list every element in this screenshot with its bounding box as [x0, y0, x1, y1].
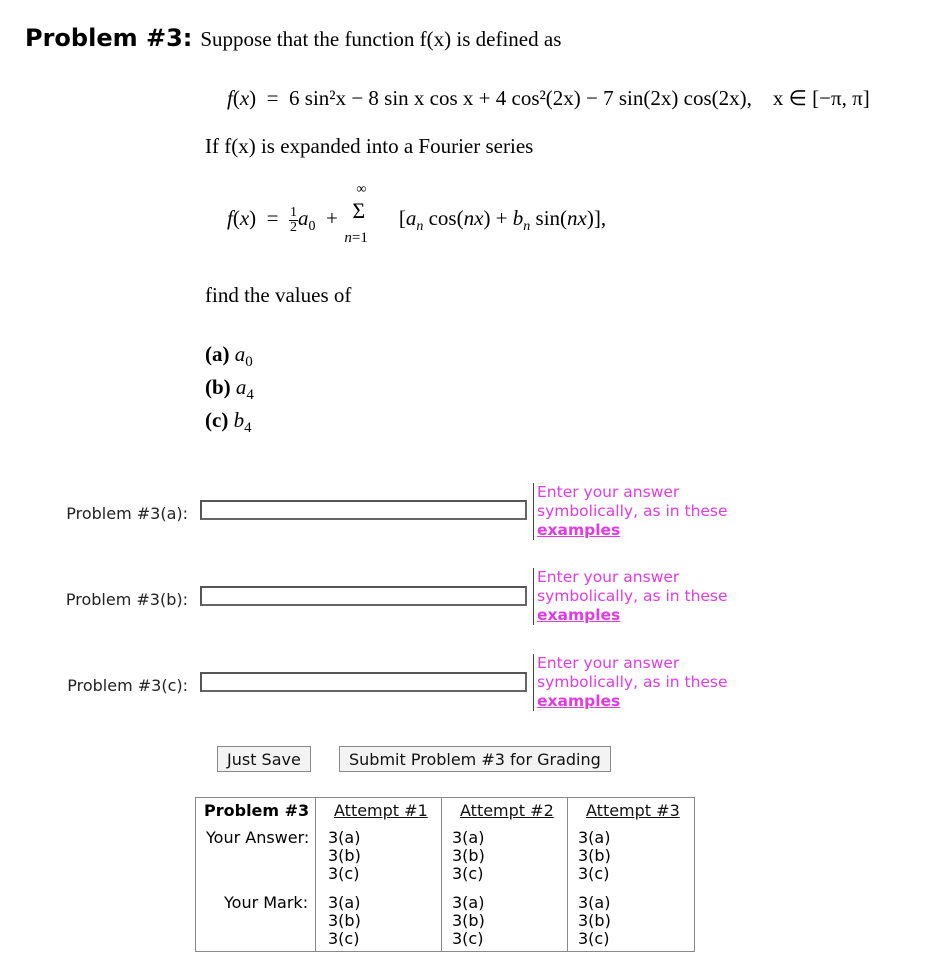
- examples-link-a[interactable]: examples: [537, 521, 621, 539]
- answer-input-a[interactable]: [200, 500, 527, 520]
- examples-link-c[interactable]: examples: [537, 692, 621, 710]
- find-text: find the values of: [205, 283, 352, 307]
- problem-title: Problem #3:: [25, 24, 193, 52]
- attempt-1-marks: 3(a) 3(b) 3(c): [328, 893, 361, 948]
- one-half-fraction: $\frac{1}{2}$: [290, 204, 298, 235]
- just-save-button[interactable]: Just Save: [217, 746, 311, 772]
- part-b: (b) $a_4$: [205, 375, 254, 404]
- function-definition: f(x) = 6 sin²x − 8 sin x cos x + 4 cos²(2x) − 7 sin(2x) cos(2x), x ∈ [−π, π]: [227, 86, 870, 110]
- examples-link-b[interactable]: examples: [537, 606, 621, 624]
- answer-input-b[interactable]: [200, 586, 527, 606]
- your-mark-label: Your Mark:: [224, 893, 309, 912]
- attempt-2-link[interactable]: Attempt #2: [460, 801, 554, 820]
- problem-heading: [25, 24, 561, 52]
- attempts-table: [195, 797, 695, 952]
- attempt-1-answers: 3(a) 3(b) 3(c): [328, 828, 361, 883]
- submit-grading-button[interactable]: Submit Problem #3 for Grading: [339, 746, 611, 772]
- part-a: (a) $a_0$: [205, 342, 253, 371]
- attempt-1-link[interactable]: Attempt #1: [334, 801, 428, 820]
- part-c: (c) $b_4$: [205, 408, 252, 437]
- answer-label-b: Problem #3(b):: [65, 590, 188, 609]
- summation-symbol: ∞ Σ n=1: [344, 182, 368, 246]
- problem-intro: Suppose that the function f(x) is defined as: [200, 27, 562, 51]
- attempt-3-answers: 3(a) 3(b) 3(c): [578, 828, 611, 883]
- answer-note-c: Enter your answer symbolically, as in these examples: [533, 654, 728, 711]
- domain-text: x ∈ [−π, π]: [772, 86, 870, 110]
- your-answer-label: Your Answer:: [206, 828, 310, 847]
- attempt-2-marks: 3(a) 3(b) 3(c): [452, 893, 485, 948]
- definition-rhs: 6 sin²x − 8 sin x cos x + 4 cos²(2x) − 7 sin(2x) cos(2x),: [289, 86, 752, 110]
- expansion-intro: If f(x) is expanded into a Fourier series: [205, 134, 534, 158]
- answer-label-a: Problem #3(a):: [66, 504, 188, 523]
- attempts-header: Problem #3: [204, 801, 310, 820]
- attempt-3-marks: 3(a) 3(b) 3(c): [578, 893, 611, 948]
- answer-label-c: Problem #3(c):: [67, 676, 188, 695]
- fourier-series-formula: f(x) = $\frac{1}{2}$ $a_0$ + ∞ Σ n=1 [$a_n$ $\cos(nx) + b_n$ sin(nx)],: [227, 190, 606, 250]
- answer-note-a: Enter your answer symbolically, as in these examples: [533, 483, 728, 540]
- answer-input-c[interactable]: [200, 672, 527, 692]
- answer-note-b: Enter your answer symbolically, as in these examples: [533, 568, 728, 625]
- attempt-3-link[interactable]: Attempt #3: [586, 801, 680, 820]
- attempt-2-answers: 3(a) 3(b) 3(c): [452, 828, 485, 883]
